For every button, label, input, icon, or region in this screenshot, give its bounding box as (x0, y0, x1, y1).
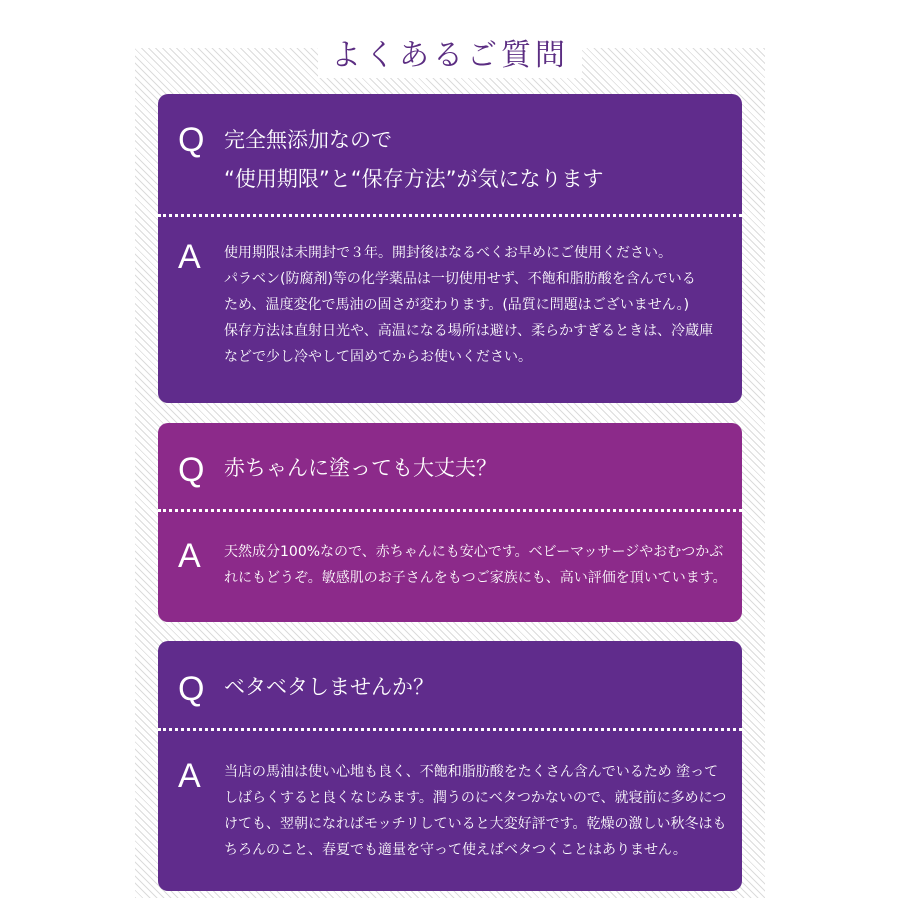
answer-line: 天然成分100%なので、赤ちゃんにも安心です。ベビーマッサージやおむつかぶ (224, 544, 724, 560)
answer-line: ちろんのこと、春夏でも適量を守って使えばベタつくことはありません。 (224, 842, 687, 858)
answer-line: などで少し冷やして固めてからお使いください。 (224, 349, 532, 365)
answer-text (224, 539, 727, 591)
answer-line: 当店の馬油は使い心地も良く、不飽和脂肪酸をたくさん含んでいるため 塗って (224, 764, 719, 780)
answer-line: けても、翌朝になればモッチリしていると大変好評です。乾燥の激しい秋冬はも (224, 816, 727, 832)
answer-line: ため、温度変化で馬油の固さが変わります。(品質に問題はございません。) (224, 297, 690, 313)
question-text (224, 449, 497, 488)
q-mark: Q (178, 451, 205, 489)
title-box (318, 26, 582, 78)
faq-card-1 (158, 94, 742, 403)
answer-line: れにもどうぞ。敏感肌のお子さんをもつご家族にも、高い評価を頂いています。 (224, 570, 727, 586)
answer-text (224, 759, 726, 863)
answer-line: パラベン(防腐剤)等の化学薬品は一切使用せず、不飽和脂肪酸を含んでいる (224, 271, 696, 287)
answer-line: しばらくすると良くなじみます。潤うのにベタつかないので、就寝前に多めにつ (224, 790, 727, 806)
dotted-divider (158, 214, 742, 217)
page-title: よくあるご質問 (331, 38, 569, 73)
q-mark: Q (178, 121, 205, 159)
question-line: 完全無添加なので (224, 128, 392, 152)
faq-card-3 (158, 641, 742, 891)
faq-card-2 (158, 423, 742, 622)
q-mark: Q (178, 670, 205, 708)
question-text (224, 668, 434, 707)
dotted-divider (158, 728, 742, 731)
a-mark: A (178, 537, 201, 575)
a-mark: A (178, 238, 201, 276)
question-text (224, 121, 604, 199)
answer-text (224, 240, 713, 370)
question-line: 赤ちゃんに塗っても大丈夫？ (224, 456, 497, 480)
question-line: ベタベタしませんか？ (224, 675, 434, 699)
answer-line: 使用期限は未開封で３年。開封後はなるべくお早めにご使用ください。 (224, 245, 672, 261)
dotted-divider (158, 509, 742, 512)
question-line: “使用期限”と“保存方法”が気になります (224, 167, 604, 191)
a-mark: A (178, 757, 201, 795)
answer-line: 保存方法は直射日光や、高温になる場所は避け、柔らかすぎるときは、冷蔵庫 (224, 323, 714, 339)
